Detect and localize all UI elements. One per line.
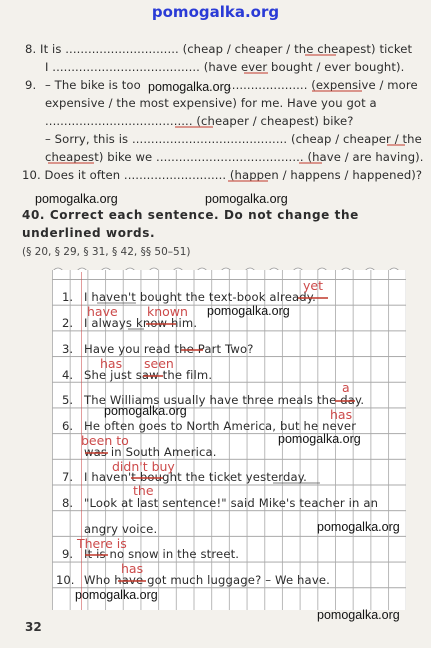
watermark-label: pomogalka.org (317, 520, 400, 534)
correction-have: have (87, 304, 118, 319)
sentence-4: She just saw the film. (84, 368, 213, 382)
sentence-8-number: 8. (62, 496, 74, 510)
page-number: 32 (25, 620, 42, 634)
sentence-1-number: 1. (62, 290, 74, 304)
ex39-line-10: 10. Does it often ........................... (happen / happens / happened)? (22, 168, 423, 182)
watermark-label: pomogalka.org (207, 304, 290, 318)
sentence-7-number: 7. (62, 470, 74, 484)
watermark-label: pomogalka.org (205, 192, 288, 206)
sentence-10: Who have got much luggage? – We have. (84, 573, 330, 587)
correction-yet: yet (303, 278, 323, 293)
watermark-label: pomogalka.org (148, 80, 231, 94)
sentence-5-number: 5. (62, 393, 74, 407)
sentence-8: "Look at last sentence!" said Mike's teacher in an (84, 496, 379, 510)
ex40-title: 40. Correct each sentence. Do not change the (22, 208, 359, 222)
correction-there-is: There is (77, 536, 127, 551)
sentence-3: Have you read the Part Two? (84, 342, 254, 356)
ex39-line-9d: – Sorry, this is ......................................... (cheap / cheaper / the (45, 132, 422, 146)
watermark-label: pomogalka.org (278, 432, 361, 446)
ex39-line-9-num: 9. (25, 78, 37, 92)
sentence-6: He often goes to North America, but he never (84, 419, 357, 433)
top-watermark: pomogalka.org (151, 3, 280, 21)
ex40-references: (§ 20, § 29, § 31, § 42, §§ 50–51) (22, 246, 191, 258)
ex39-line-9e: cheapest) bike we ....................................... (have / are having). (45, 150, 424, 164)
ex39-line-8a: 8. It is .............................. (cheap / cheaper / the cheapest) ticket (25, 42, 413, 56)
sentence-9-number: 9. (62, 547, 74, 561)
sentence-10-number: 10. (56, 573, 75, 587)
ex39-line-9a: – The bike is too (45, 78, 141, 92)
ex39-line-8b: I ....................................... (have ever bought / ever bought). (45, 60, 405, 74)
correction-seen: seen (144, 356, 174, 371)
sentence-8-cont: angry voice. (84, 522, 158, 536)
sentence-5: The Williams usually have three meals the day. (84, 393, 365, 407)
sentence-4-number: 4. (62, 368, 74, 382)
sentence-2-number: 2. (62, 316, 74, 330)
ex39-line-9a-end: ..................... (expensive / more (228, 78, 418, 92)
correction-the: the (133, 483, 154, 498)
ex39-line-9c: ....................................... (cheaper / cheapest) bike? (45, 114, 354, 128)
watermark-label: pomogalka.org (35, 192, 118, 206)
sentence-9: It is no snow in the street. (84, 547, 240, 561)
sentence-1: I haven't bought the text-book already. (84, 290, 316, 304)
sentence-6-cont: was in South America. (84, 445, 217, 459)
watermark-label: pomogalka.org (75, 588, 158, 602)
correction-has-6: has (330, 407, 353, 422)
correction-has: has (100, 356, 123, 371)
sentence-7: I haven't bought the ticket yesterday. (84, 470, 307, 484)
watermark-label: pomogalka.org (317, 608, 400, 622)
correction-been-to: been to (81, 433, 129, 448)
ex40-title-2: underlined words. (22, 226, 156, 240)
ex39-line-9b: expensive / the most expensive) for me. Have you got a (45, 96, 377, 110)
sentence-6-number: 6. (62, 419, 74, 433)
correction-has-10: has (121, 561, 144, 576)
correction-a: a (342, 380, 350, 395)
correction-didnt-buy: didn't buy (112, 459, 175, 474)
correction-known: known (147, 304, 188, 319)
sentence-2: I always know him. (84, 316, 198, 330)
watermark-label: pomogalka.org (104, 404, 187, 418)
sentence-3-number: 3. (62, 342, 74, 356)
